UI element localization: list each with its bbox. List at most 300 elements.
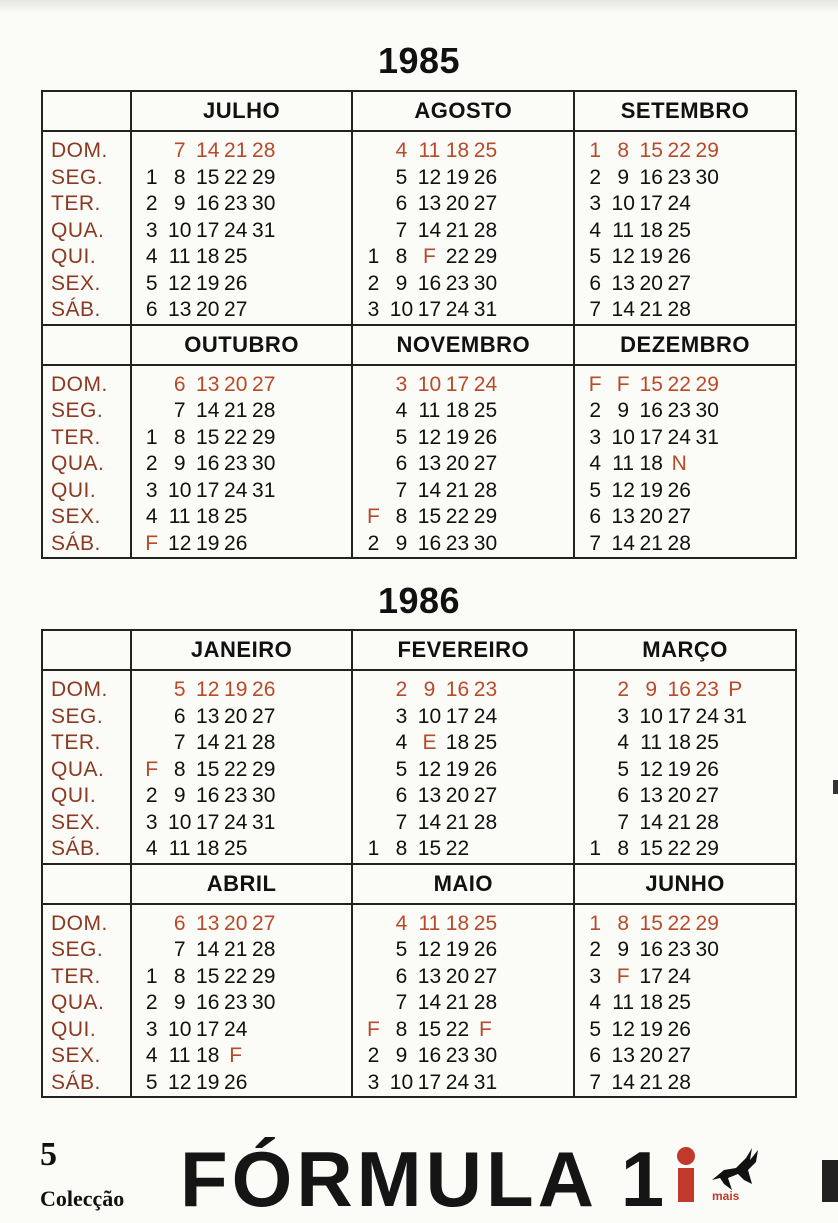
month-grid xyxy=(574,131,796,325)
week-row xyxy=(359,964,573,991)
day-number: 2 xyxy=(589,938,602,961)
day-number: 14 xyxy=(611,531,635,555)
collection-label: Colecção xyxy=(40,1186,125,1211)
day-number: 5 xyxy=(589,1017,602,1041)
day-number: 25 xyxy=(473,911,498,935)
week-row xyxy=(359,425,573,452)
day-number: 1 xyxy=(367,245,380,268)
week-row xyxy=(359,911,573,938)
day-number: 16 xyxy=(639,399,663,422)
day-number: F xyxy=(367,505,380,528)
top-paper-edge xyxy=(0,0,838,14)
week-row xyxy=(138,398,352,425)
week-row xyxy=(581,244,795,271)
weekday-labels xyxy=(42,904,131,1098)
day-number: 16 xyxy=(417,531,442,555)
month-header: JANEIRO xyxy=(131,630,353,670)
day-number: 20 xyxy=(639,1044,663,1067)
week-row xyxy=(581,138,795,165)
day-number: 2 xyxy=(145,784,158,807)
month-header: FEVEREIRO xyxy=(352,630,574,670)
day-number: 2 xyxy=(145,192,158,215)
month-grid xyxy=(574,904,796,1098)
day-number: 8 xyxy=(395,245,408,268)
day-number: 26 xyxy=(224,1070,248,1094)
day-number: 19 xyxy=(639,245,663,268)
month-header: ABRIL xyxy=(131,864,353,904)
day-number: 2 xyxy=(589,165,602,189)
day-number: 26 xyxy=(473,938,498,961)
day-number: 23 xyxy=(445,271,470,295)
day-number: 21 xyxy=(224,139,248,162)
week-row xyxy=(138,730,352,757)
day-number: 29 xyxy=(695,837,719,860)
day-number: 28 xyxy=(252,139,276,162)
month-header: AGOSTO xyxy=(352,91,574,131)
day-number: 8 xyxy=(395,837,408,860)
day-number: 24 xyxy=(224,478,248,502)
week-row xyxy=(359,704,573,731)
day-number: 21 xyxy=(224,938,248,961)
day-number: 27 xyxy=(667,1044,691,1067)
day-number: 4 xyxy=(395,139,408,162)
weekday-label: SEX. xyxy=(51,810,101,834)
day-number: 8 xyxy=(617,911,630,935)
day-number: 25 xyxy=(224,837,248,860)
week-row xyxy=(581,704,795,731)
day-number: 6 xyxy=(395,964,408,988)
week-row xyxy=(138,297,352,324)
weekday-label: TER. xyxy=(51,425,101,449)
month-header: OUTUBRO xyxy=(131,325,353,365)
day-number: 3 xyxy=(589,192,602,215)
month-grid xyxy=(352,904,574,1098)
day-number: 29 xyxy=(473,245,498,268)
day-number: 15 xyxy=(417,505,442,528)
week-row xyxy=(359,531,573,558)
day-number: 8 xyxy=(617,837,630,860)
day-number: 29 xyxy=(252,165,276,189)
day-number: 31 xyxy=(473,1070,498,1094)
week-row xyxy=(359,191,573,218)
day-number: 24 xyxy=(695,704,719,728)
day-number: 7 xyxy=(173,731,186,754)
day-number: 2 xyxy=(395,678,408,701)
day-number: 15 xyxy=(196,165,220,189)
day-number: 31 xyxy=(723,704,747,728)
day-number: 18 xyxy=(639,991,663,1014)
card-number: 5 xyxy=(40,1136,57,1173)
day-number: 20 xyxy=(196,298,220,321)
day-number: 7 xyxy=(395,810,408,834)
day-number: 12 xyxy=(639,757,663,781)
day-number: 7 xyxy=(395,478,408,502)
day-number: 26 xyxy=(667,478,691,502)
week-row xyxy=(581,271,795,298)
day-number: 18 xyxy=(445,139,470,162)
weekday-label: SEG. xyxy=(51,704,104,728)
day-number: 22 xyxy=(224,165,248,189)
day-number: 25 xyxy=(224,505,248,528)
day-number: 28 xyxy=(473,991,498,1014)
day-number: 17 xyxy=(196,1017,220,1041)
day-number: 15 xyxy=(196,964,220,988)
month-grid xyxy=(131,365,353,559)
day-number: 13 xyxy=(639,784,663,807)
day-number: 24 xyxy=(667,964,691,988)
day-number: 21 xyxy=(639,531,663,555)
day-number: 19 xyxy=(445,425,470,449)
week-row xyxy=(581,810,795,837)
day-number: 17 xyxy=(667,704,691,728)
weekday-label: SEG. xyxy=(51,165,104,189)
day-number: F xyxy=(229,1044,243,1067)
day-number: 5 xyxy=(145,271,158,295)
day-number: 15 xyxy=(196,425,220,449)
day-number: 10 xyxy=(417,372,442,396)
calendar-1986 xyxy=(41,629,797,1098)
day-number: 1 xyxy=(145,964,158,988)
day-number: 1 xyxy=(589,837,602,860)
day-number: 3 xyxy=(367,1070,380,1094)
day-number: 4 xyxy=(145,505,158,528)
day-number: 5 xyxy=(395,938,408,961)
day-number: 18 xyxy=(639,452,663,475)
day-number: 16 xyxy=(196,991,220,1014)
day-number: 10 xyxy=(168,810,192,834)
day-number: 28 xyxy=(473,218,498,242)
day-number: 19 xyxy=(445,165,470,189)
day-number: 12 xyxy=(417,938,442,961)
brand-wordmark: FÓRMULA 1 xyxy=(180,1135,669,1223)
day-number: 9 xyxy=(617,165,630,189)
day-number: 20 xyxy=(224,372,248,396)
day-number: 31 xyxy=(252,478,276,502)
day-number: 26 xyxy=(473,425,498,449)
day-number: 16 xyxy=(196,192,220,215)
day-number: 19 xyxy=(639,478,663,502)
week-row xyxy=(581,1043,795,1070)
day-number: 18 xyxy=(667,731,691,754)
day-number: 3 xyxy=(589,425,602,449)
week-row xyxy=(359,398,573,425)
day-number: 22 xyxy=(667,372,691,396)
day-number: 11 xyxy=(612,218,635,242)
week-row xyxy=(581,297,795,324)
day-number: 3 xyxy=(145,1017,158,1041)
weekday-labels xyxy=(42,131,131,325)
day-number: 17 xyxy=(196,810,220,834)
day-number: 6 xyxy=(173,372,186,396)
week-row xyxy=(581,478,795,505)
day-number: 8 xyxy=(173,165,186,189)
day-number: 14 xyxy=(417,478,442,502)
day-number: 20 xyxy=(639,505,663,528)
day-number: 14 xyxy=(196,938,220,961)
day-number: 9 xyxy=(173,192,186,215)
week-row xyxy=(581,451,795,478)
day-number: 10 xyxy=(168,218,192,242)
day-number: 5 xyxy=(145,1070,158,1094)
day-number: 22 xyxy=(224,425,248,449)
day-number: 16 xyxy=(667,678,691,701)
month-grid xyxy=(352,365,574,559)
month-header: JULHO xyxy=(131,91,353,131)
day-number: 24 xyxy=(445,1070,470,1094)
weekday-label: QUA. xyxy=(51,452,105,475)
day-number: 14 xyxy=(196,399,220,422)
calendar-1985 xyxy=(41,90,797,559)
weekday-label: DOM. xyxy=(51,372,108,396)
day-number: 10 xyxy=(389,1070,414,1094)
week-row xyxy=(138,1043,352,1070)
week-row xyxy=(359,504,573,531)
day-number: 22 xyxy=(224,757,248,781)
day-number: 6 xyxy=(395,192,408,215)
day-number: 14 xyxy=(417,218,442,242)
day-number: 22 xyxy=(667,911,691,935)
day-number: 30 xyxy=(252,192,276,215)
day-number: 29 xyxy=(252,964,276,988)
day-number: F xyxy=(367,1017,380,1041)
month-header: DEZEMBRO xyxy=(574,325,796,365)
week-row xyxy=(581,990,795,1017)
weekday-label: QUA. xyxy=(51,991,105,1014)
day-number: 21 xyxy=(445,478,470,502)
day-number: 18 xyxy=(445,399,470,422)
day-number: 3 xyxy=(367,298,380,321)
day-number: 22 xyxy=(445,505,470,528)
day-number: 17 xyxy=(639,964,663,988)
day-number: 20 xyxy=(224,704,248,728)
day-number: 19 xyxy=(196,1070,220,1094)
weekday-labels xyxy=(42,365,131,559)
day-number: 5 xyxy=(395,165,408,189)
day-number: 29 xyxy=(695,911,719,935)
month-grid xyxy=(574,365,796,559)
day-number: 11 xyxy=(612,991,635,1014)
week-row xyxy=(359,990,573,1017)
day-number: 19 xyxy=(196,271,220,295)
day-number: 24 xyxy=(224,1017,248,1041)
week-row xyxy=(581,425,795,452)
day-number: 11 xyxy=(168,1044,191,1067)
day-number: 28 xyxy=(252,399,276,422)
day-number: 30 xyxy=(252,784,276,807)
day-number: 12 xyxy=(168,531,192,555)
weekday-label: QUI. xyxy=(51,1017,97,1041)
day-number: 21 xyxy=(224,731,248,754)
day-number: 26 xyxy=(695,757,719,781)
week-row xyxy=(359,810,573,837)
day-number: 12 xyxy=(168,271,192,295)
day-number: 10 xyxy=(417,704,442,728)
day-number: 15 xyxy=(639,837,663,860)
edge-tick xyxy=(833,780,838,794)
day-number: 18 xyxy=(196,245,220,268)
week-row xyxy=(138,531,352,558)
week-row xyxy=(359,138,573,165)
day-number: 6 xyxy=(589,271,602,295)
day-number: 28 xyxy=(695,810,719,834)
day-number: 2 xyxy=(589,399,602,422)
day-number: 3 xyxy=(589,964,602,988)
day-number: 24 xyxy=(473,372,498,396)
day-number: 18 xyxy=(196,1044,220,1067)
day-number: 25 xyxy=(473,399,498,422)
week-row xyxy=(138,478,352,505)
day-number: 3 xyxy=(145,478,158,502)
day-number: F xyxy=(479,1017,492,1041)
day-number: 12 xyxy=(611,245,635,268)
day-number: 8 xyxy=(173,425,186,449)
day-number: 14 xyxy=(611,298,635,321)
month-header: JUNHO xyxy=(574,864,796,904)
day-number: 6 xyxy=(395,784,408,807)
day-number: 6 xyxy=(589,505,602,528)
day-number: 2 xyxy=(367,271,380,295)
day-number: 12 xyxy=(417,165,442,189)
day-number: 4 xyxy=(589,452,602,475)
week-row xyxy=(359,165,573,192)
day-number: 27 xyxy=(667,505,691,528)
week-row xyxy=(581,677,795,704)
day-number: 18 xyxy=(639,218,663,242)
week-row xyxy=(359,451,573,478)
week-row xyxy=(138,138,352,165)
day-number: 26 xyxy=(473,757,498,781)
day-number: 17 xyxy=(196,478,220,502)
month-header: SETEMBRO xyxy=(574,91,796,131)
day-number: 13 xyxy=(417,452,442,475)
week-row xyxy=(581,191,795,218)
day-number: 18 xyxy=(196,505,220,528)
week-row xyxy=(138,1017,352,1044)
mark-text: mais xyxy=(712,1189,740,1202)
day-number: 1 xyxy=(145,165,158,189)
week-row xyxy=(138,218,352,245)
day-number: N xyxy=(671,452,687,475)
week-row xyxy=(138,191,352,218)
day-number: 31 xyxy=(473,298,498,321)
day-number: 17 xyxy=(639,425,663,449)
day-number: 11 xyxy=(418,911,441,935)
day-number: 6 xyxy=(173,704,186,728)
day-number: 30 xyxy=(695,938,719,961)
month-header: NOVEMBRO xyxy=(352,325,574,365)
day-number: 20 xyxy=(445,452,470,475)
day-number: 27 xyxy=(473,784,498,807)
day-number: 28 xyxy=(667,298,691,321)
day-number: 23 xyxy=(473,678,498,701)
day-number: 19 xyxy=(639,1017,663,1041)
day-number: 17 xyxy=(196,218,220,242)
year-title-1986: 1986 xyxy=(377,580,461,621)
day-number: 22 xyxy=(667,139,691,162)
day-number: 19 xyxy=(196,531,220,555)
day-number: 22 xyxy=(445,1017,470,1041)
day-number: 25 xyxy=(667,991,691,1014)
day-number: 10 xyxy=(168,478,192,502)
day-number: 14 xyxy=(611,1070,635,1094)
day-number: 5 xyxy=(589,245,602,268)
weekday-label: QUI. xyxy=(51,245,97,268)
weekday-label: SEX. xyxy=(51,1044,101,1067)
day-number: 7 xyxy=(589,1070,602,1094)
day-number: 13 xyxy=(168,298,192,321)
weekday-label: SÁB. xyxy=(51,837,101,860)
day-number: 28 xyxy=(473,810,498,834)
day-number: 9 xyxy=(645,678,658,701)
day-number: 31 xyxy=(252,218,276,242)
week-row xyxy=(581,1017,795,1044)
week-row xyxy=(359,1017,573,1044)
week-row xyxy=(138,911,352,938)
corner-cell xyxy=(42,325,131,365)
day-number: 23 xyxy=(224,991,248,1014)
day-number: 16 xyxy=(196,452,220,475)
day-number: 16 xyxy=(639,165,663,189)
day-number: 4 xyxy=(145,245,158,268)
day-number: 30 xyxy=(473,271,498,295)
day-number: 1 xyxy=(589,139,602,162)
day-number: 27 xyxy=(252,372,276,396)
day-number: 5 xyxy=(617,757,630,781)
day-number: 7 xyxy=(173,399,186,422)
day-number: 9 xyxy=(395,271,408,295)
day-number: 9 xyxy=(173,452,186,475)
weekday-label: TER. xyxy=(51,964,101,988)
weekday-labels xyxy=(42,670,131,864)
day-number: 17 xyxy=(417,1070,442,1094)
month-grid xyxy=(131,904,353,1098)
day-number: 14 xyxy=(417,810,442,834)
day-number: 9 xyxy=(173,991,186,1014)
day-number: 9 xyxy=(173,784,186,807)
week-row xyxy=(138,677,352,704)
day-number: 4 xyxy=(395,731,408,754)
week-row xyxy=(138,783,352,810)
month-grid xyxy=(131,670,353,864)
day-number: 14 xyxy=(417,991,442,1014)
corner-cell xyxy=(42,91,131,131)
day-number: 5 xyxy=(395,425,408,449)
week-row xyxy=(138,372,352,399)
day-number: 13 xyxy=(417,964,442,988)
day-number: 16 xyxy=(196,784,220,807)
day-number: 15 xyxy=(639,139,663,162)
weekday-label: QUA. xyxy=(51,218,105,242)
day-number: 11 xyxy=(168,505,191,528)
day-number: 24 xyxy=(667,425,691,449)
day-number: 9 xyxy=(617,399,630,422)
day-number: 10 xyxy=(611,425,635,449)
day-number: 30 xyxy=(252,452,276,475)
day-number: 12 xyxy=(611,1017,635,1041)
day-number: 1 xyxy=(145,425,158,449)
day-number: 23 xyxy=(667,165,691,189)
day-number: 17 xyxy=(445,372,470,396)
day-number: 4 xyxy=(589,991,602,1014)
day-number: 15 xyxy=(417,1017,442,1041)
weekday-label: DOM. xyxy=(51,678,108,701)
day-number: 13 xyxy=(611,505,635,528)
week-row xyxy=(138,271,352,298)
day-number: 3 xyxy=(145,810,158,834)
day-number: 4 xyxy=(395,399,408,422)
day-number: 25 xyxy=(473,731,498,754)
day-number: 27 xyxy=(695,784,719,807)
